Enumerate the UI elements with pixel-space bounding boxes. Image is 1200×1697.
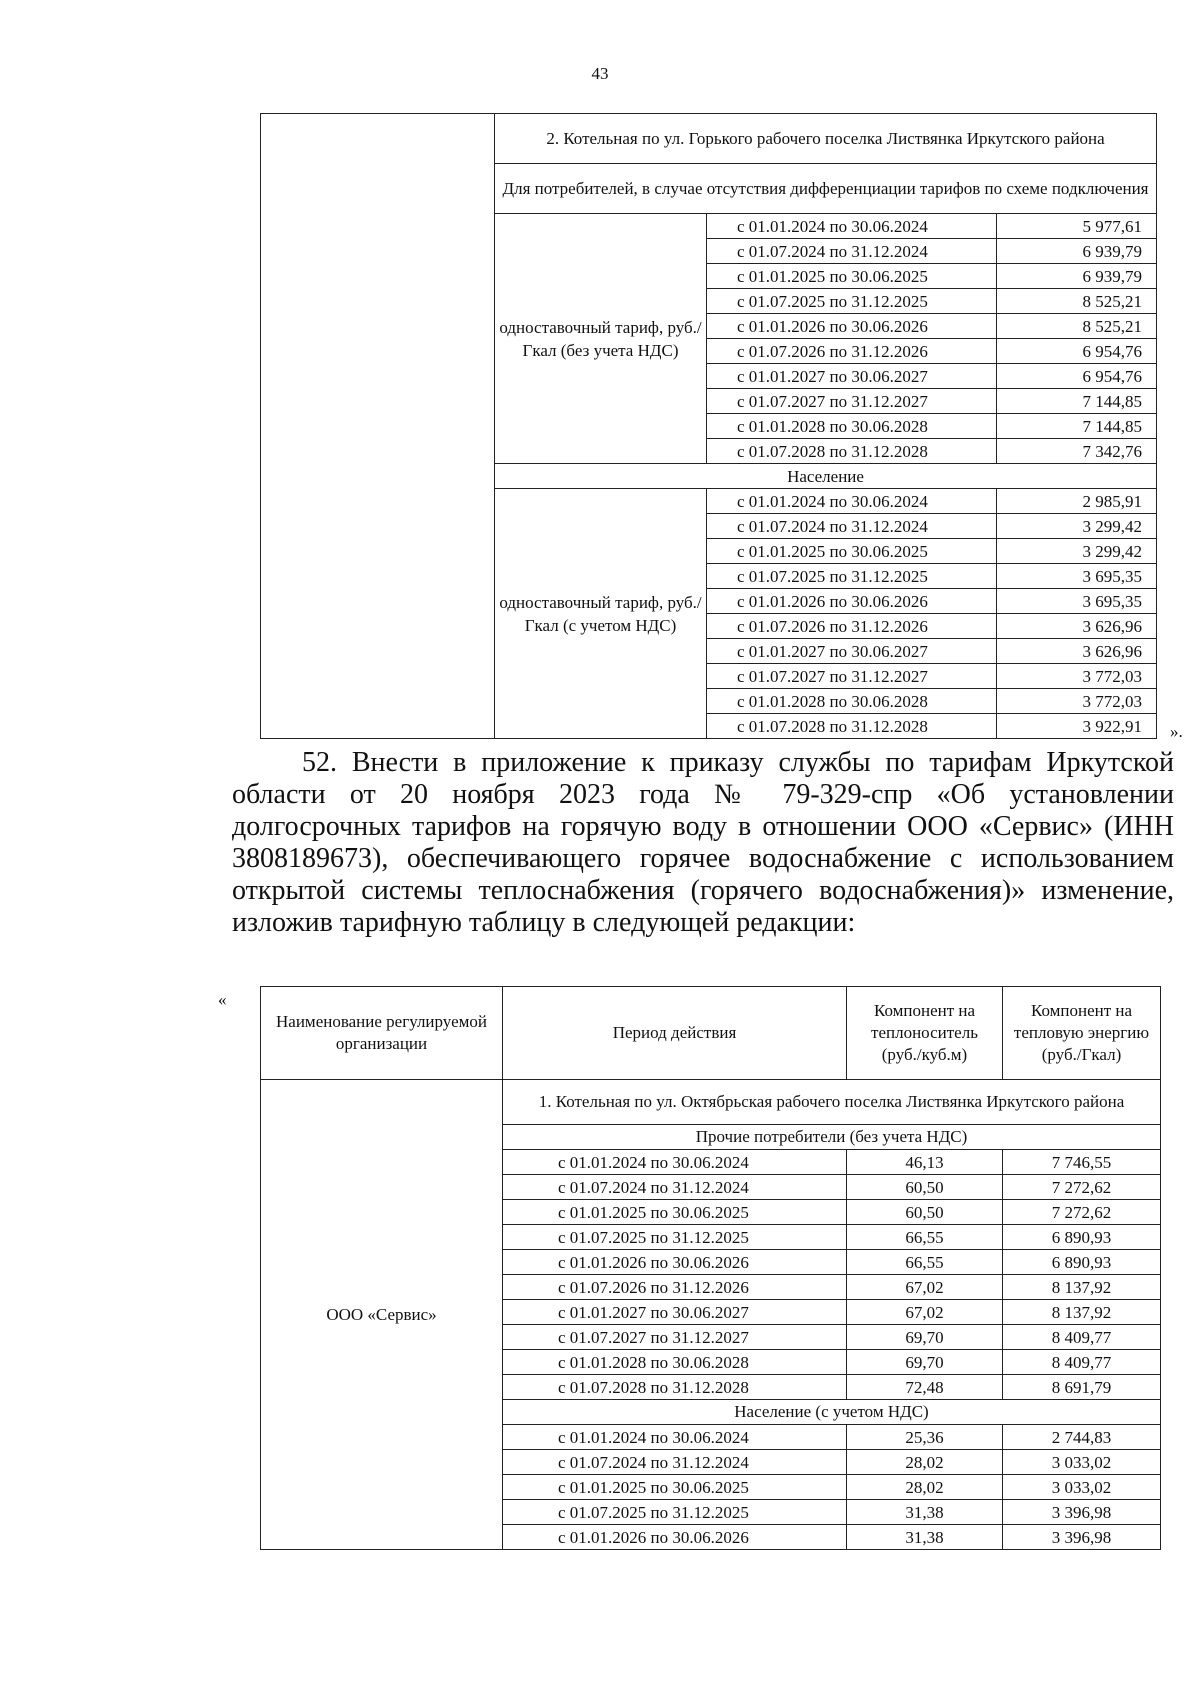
- energy-cell: 2 744,83: [1003, 1425, 1161, 1450]
- carrier-cell: 67,02: [847, 1300, 1003, 1325]
- header-heat-energy: Компонент на тепловую энергию (руб./Гкал): [1003, 987, 1161, 1080]
- energy-cell: 8 691,79: [1003, 1375, 1161, 1400]
- period-cell: с 01.07.2025 по 31.12.2025: [503, 1225, 847, 1250]
- energy-cell: 7 272,62: [1003, 1200, 1161, 1225]
- value-cell: 3 772,03: [997, 689, 1157, 714]
- value-cell: 3 299,42: [997, 539, 1157, 564]
- value-cell: 3 772,03: [997, 664, 1157, 689]
- period-cell: с 01.01.2028 по 30.06.2028: [707, 414, 997, 439]
- tariff-table-servis-body: [261, 987, 1161, 1550]
- period-cell: с 01.07.2026 по 31.12.2026: [707, 614, 997, 639]
- value-cell: 8 525,21: [997, 289, 1157, 314]
- period-cell: с 01.01.2024 по 30.06.2024: [503, 1150, 847, 1175]
- period-cell: с 01.01.2026 по 30.06.2026: [707, 314, 997, 339]
- section-row: [261, 1080, 1161, 1125]
- table-header-row: [261, 987, 1161, 1080]
- period-cell: с 01.01.2025 по 30.06.2025: [707, 539, 997, 564]
- energy-cell: 3 396,98: [1003, 1500, 1161, 1525]
- tariff-table-gorkogo: [260, 113, 1157, 739]
- value-cell: 3 695,35: [997, 589, 1157, 614]
- period-cell: с 01.07.2027 по 31.12.2027: [707, 664, 997, 689]
- value-cell: 8 525,21: [997, 314, 1157, 339]
- value-cell: 6 954,76: [997, 364, 1157, 389]
- energy-cell: 7 746,55: [1003, 1150, 1161, 1175]
- period-cell: с 01.01.2026 по 30.06.2026: [503, 1250, 847, 1275]
- value-cell: 7 144,85: [997, 414, 1157, 439]
- value-cell: 6 939,79: [997, 264, 1157, 289]
- period-cell: с 01.07.2028 по 31.12.2028: [503, 1375, 847, 1400]
- carrier-cell: 66,55: [847, 1225, 1003, 1250]
- energy-cell: 8 409,77: [1003, 1350, 1161, 1375]
- period-cell: с 01.07.2025 по 31.12.2025: [707, 564, 997, 589]
- period-cell: с 01.07.2025 по 31.12.2025: [707, 289, 997, 314]
- energy-cell: 3 396,98: [1003, 1525, 1161, 1550]
- carrier-cell: 72,48: [847, 1375, 1003, 1400]
- energy-cell: 8 137,92: [1003, 1275, 1161, 1300]
- page-number: 43: [591, 64, 609, 83]
- period-cell: с 01.01.2024 по 30.06.2024: [707, 489, 997, 514]
- period-cell: с 01.01.2024 по 30.06.2024: [503, 1425, 847, 1450]
- carrier-cell: 28,02: [847, 1450, 1003, 1475]
- rate-label: одноставочный тариф, руб./Гкал (без учета НДС): [495, 214, 707, 464]
- value-cell: 3 626,96: [997, 639, 1157, 664]
- value-cell: 3 695,35: [997, 564, 1157, 589]
- period-cell: с 01.07.2024 по 31.12.2024: [503, 1175, 847, 1200]
- period-cell: с 01.07.2028 по 31.12.2028: [707, 439, 997, 464]
- period-cell: с 01.07.2027 по 31.12.2027: [707, 389, 997, 414]
- header-org: Наименование регулируемой организации: [261, 987, 503, 1080]
- period-cell: с 01.01.2025 по 30.06.2025: [503, 1200, 847, 1225]
- carrier-cell: 67,02: [847, 1275, 1003, 1300]
- carrier-cell: 28,02: [847, 1475, 1003, 1500]
- organization-name: ООО «Сервис»: [261, 1080, 503, 1550]
- period-cell: с 01.01.2026 по 30.06.2026: [503, 1525, 847, 1550]
- period-cell: с 01.01.2025 по 30.06.2025: [707, 264, 997, 289]
- carrier-cell: 60,50: [847, 1175, 1003, 1200]
- section-header: 1. Котельная по ул. Октябрьская рабочего поселка Листвянка Иркутского района: [503, 1080, 1161, 1125]
- carrier-cell: 66,55: [847, 1250, 1003, 1275]
- carrier-cell: 25,36: [847, 1425, 1003, 1450]
- period-cell: с 01.07.2028 по 31.12.2028: [707, 714, 997, 739]
- closing-quote: ».: [1170, 722, 1183, 741]
- value-cell: 7 144,85: [997, 389, 1157, 414]
- tariff-table-gorkogo-body: [261, 114, 1157, 739]
- population-subheader: Население: [495, 464, 1157, 489]
- rate-label: одноставочный тариф, руб./Гкал (с учетом НДС): [495, 489, 707, 739]
- consumer-subheader: Для потребителей, в случае отсутствия дифференциации тарифов по схеме подключения: [495, 164, 1157, 214]
- value-cell: 6 939,79: [997, 239, 1157, 264]
- period-cell: с 01.01.2028 по 30.06.2028: [707, 689, 997, 714]
- value-cell: 3 626,96: [997, 614, 1157, 639]
- period-cell: с 01.07.2027 по 31.12.2027: [503, 1325, 847, 1350]
- value-cell: 7 342,76: [997, 439, 1157, 464]
- opening-quote: «: [218, 990, 227, 1009]
- period-cell: с 01.07.2025 по 31.12.2025: [503, 1500, 847, 1525]
- period-cell: с 01.07.2024 по 31.12.2024: [707, 514, 997, 539]
- carrier-cell: 60,50: [847, 1200, 1003, 1225]
- value-cell: 2 985,91: [997, 489, 1157, 514]
- empty-org-cell: [261, 114, 495, 739]
- value-cell: 6 954,76: [997, 339, 1157, 364]
- boiler-header-row: [261, 114, 1157, 164]
- value-cell: 3 299,42: [997, 514, 1157, 539]
- period-cell: с 01.07.2026 по 31.12.2026: [707, 339, 997, 364]
- energy-cell: 8 137,92: [1003, 1300, 1161, 1325]
- energy-cell: 3 033,02: [1003, 1475, 1161, 1500]
- period-cell: с 01.01.2026 по 30.06.2026: [707, 589, 997, 614]
- period-cell: с 01.01.2027 по 30.06.2027: [707, 364, 997, 389]
- period-cell: с 01.01.2027 по 30.06.2027: [707, 639, 997, 664]
- header-heat-carrier: Компонент на теплоноситель (руб./куб.м): [847, 987, 1003, 1080]
- period-cell: с 01.07.2026 по 31.12.2026: [503, 1275, 847, 1300]
- consumer-subheader: Прочие потребители (без учета НДС): [503, 1125, 1161, 1150]
- period-cell: с 01.07.2024 по 31.12.2024: [503, 1450, 847, 1475]
- header-period: Период действия: [503, 987, 847, 1080]
- energy-cell: 8 409,77: [1003, 1325, 1161, 1350]
- carrier-cell: 69,70: [847, 1325, 1003, 1350]
- period-cell: с 01.01.2025 по 30.06.2025: [503, 1475, 847, 1500]
- energy-cell: 6 890,93: [1003, 1225, 1161, 1250]
- period-cell: с 01.01.2027 по 30.06.2027: [503, 1300, 847, 1325]
- period-cell: с 01.01.2028 по 30.06.2028: [503, 1350, 847, 1375]
- amendment-paragraph: 52. Внести в приложение к приказу службы по тарифам Иркутской области от 20 ноября 2023 года № 79-329-спр «Об установлении долгосрочных тарифов на горячую воду в отношении ООО «Сервис» (ИНН 3808189673), обеспечивающего горячее водоснабжение с использованием открытой системы теплоснабжения (горячего водоснабжения)» изменение, изложив тарифную таблицу в следующей редакции:: [232, 747, 1174, 938]
- energy-cell: 3 033,02: [1003, 1450, 1161, 1475]
- carrier-cell: 31,38: [847, 1500, 1003, 1525]
- carrier-cell: 31,38: [847, 1525, 1003, 1550]
- period-cell: с 01.01.2024 по 30.06.2024: [707, 214, 997, 239]
- boiler-header: 2. Котельная по ул. Горького рабочего поселка Листвянка Иркутского района: [495, 114, 1157, 164]
- value-cell: 3 922,91: [997, 714, 1157, 739]
- period-cell: с 01.07.2024 по 31.12.2024: [707, 239, 997, 264]
- value-cell: 5 977,61: [997, 214, 1157, 239]
- consumer-subheader: Население (с учетом НДС): [503, 1400, 1161, 1425]
- carrier-cell: 46,13: [847, 1150, 1003, 1175]
- energy-cell: 7 272,62: [1003, 1175, 1161, 1200]
- energy-cell: 6 890,93: [1003, 1250, 1161, 1275]
- tariff-table-servis: [260, 986, 1161, 1550]
- carrier-cell: 69,70: [847, 1350, 1003, 1375]
